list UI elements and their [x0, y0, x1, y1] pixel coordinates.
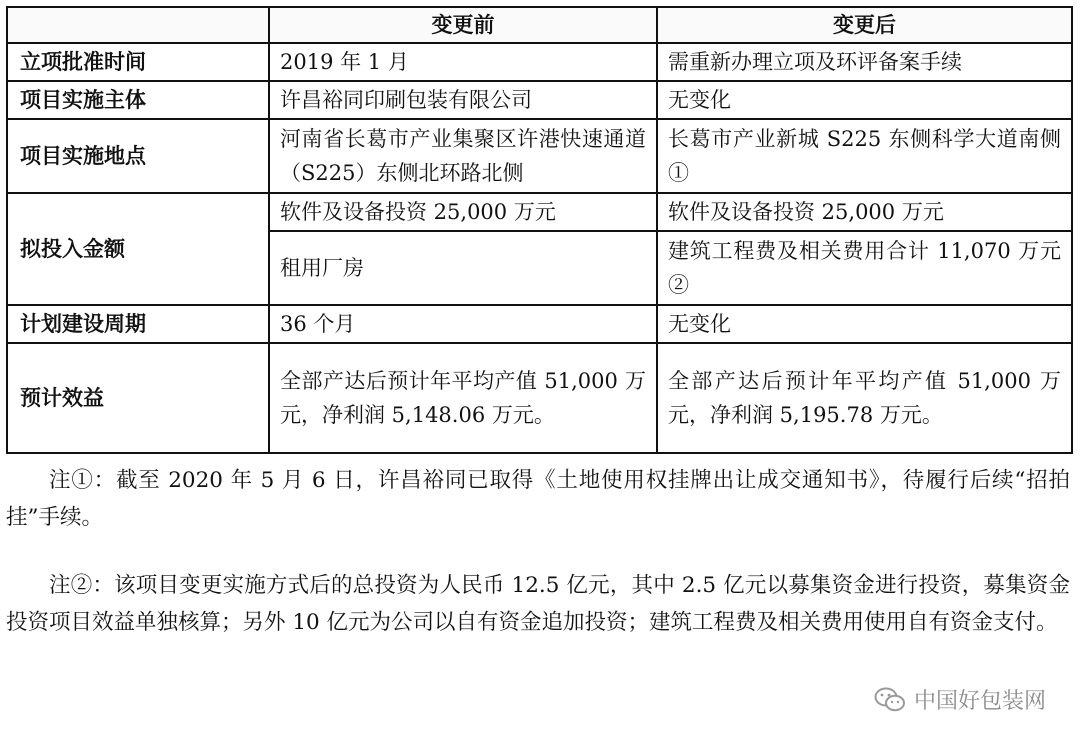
- cell-before: 河南省长葛市产业集聚区许港快速通道（S225）东侧北环路北侧: [269, 119, 657, 193]
- comparison-table: [6, 6, 1073, 454]
- cell-after: 无变化: [657, 81, 1072, 119]
- cell-before: 全部产达后预计年平均产值 51,000 万元，净利润 5,148.06 万元。: [269, 343, 657, 453]
- header-before: 变更前: [269, 7, 657, 43]
- table-row: [7, 305, 1072, 343]
- cell-after: 全部产达后预计年平均产值 51,000 万元，净利润 5,195.78 万元。: [657, 343, 1072, 453]
- cell-after: 建筑工程费及相关费用合计 11,070 万元②: [657, 231, 1072, 305]
- cell-after: 无变化: [657, 305, 1072, 343]
- notes-section: [6, 462, 1070, 641]
- table-header-row: [7, 7, 1072, 43]
- row-label: 拟投入金额: [7, 193, 269, 305]
- row-label: 计划建设周期: [7, 305, 269, 343]
- table-row: [7, 119, 1072, 193]
- wechat-icon: [874, 686, 906, 714]
- header-label-column: [7, 7, 269, 43]
- comparison-table-container: [6, 6, 1071, 454]
- cell-after: 长葛市产业新城 S225 东侧科学大道南侧①: [657, 119, 1072, 193]
- table-row: [7, 193, 1072, 231]
- cell-before: 许昌裕同印刷包装有限公司: [269, 81, 657, 119]
- table-row: [7, 43, 1072, 81]
- row-label: 预计效益: [7, 343, 269, 453]
- header-after: 变更后: [657, 7, 1072, 43]
- note-2: 注②：该项目变更实施方式后的总投资为人民币 12.5 亿元，其中 2.5 亿元以募集资金进行投资，募集资金投资项目效益单独核算；另外 10 亿元为公司以自有资金追加投资；建筑工程费及相关费用使用自有资金支付。: [6, 573, 1070, 635]
- note-1: 注①：截至 2020 年 5 月 6 日，许昌裕同已取得《土地使用权挂牌出让成交通知书》，待履行后续“招拍挂”手续。: [6, 468, 1070, 530]
- table-row: [7, 343, 1072, 453]
- row-label: 立项批准时间: [7, 43, 269, 81]
- cell-after: 需重新办理立项及环评备案手续: [657, 43, 1072, 81]
- cell-before: 36 个月: [269, 305, 657, 343]
- cell-before: 软件及设备投资 25,000 万元: [269, 193, 657, 231]
- table-row: [7, 81, 1072, 119]
- row-label: 项目实施主体: [7, 81, 269, 119]
- watermark-text: 中国好包装网: [913, 689, 1046, 714]
- watermark: [874, 684, 1046, 715]
- cell-after: 软件及设备投资 25,000 万元: [657, 193, 1072, 231]
- row-label: 项目实施地点: [7, 119, 269, 193]
- cell-before: 2019 年 1 月: [269, 43, 657, 81]
- cell-before: 租用厂房: [269, 231, 657, 305]
